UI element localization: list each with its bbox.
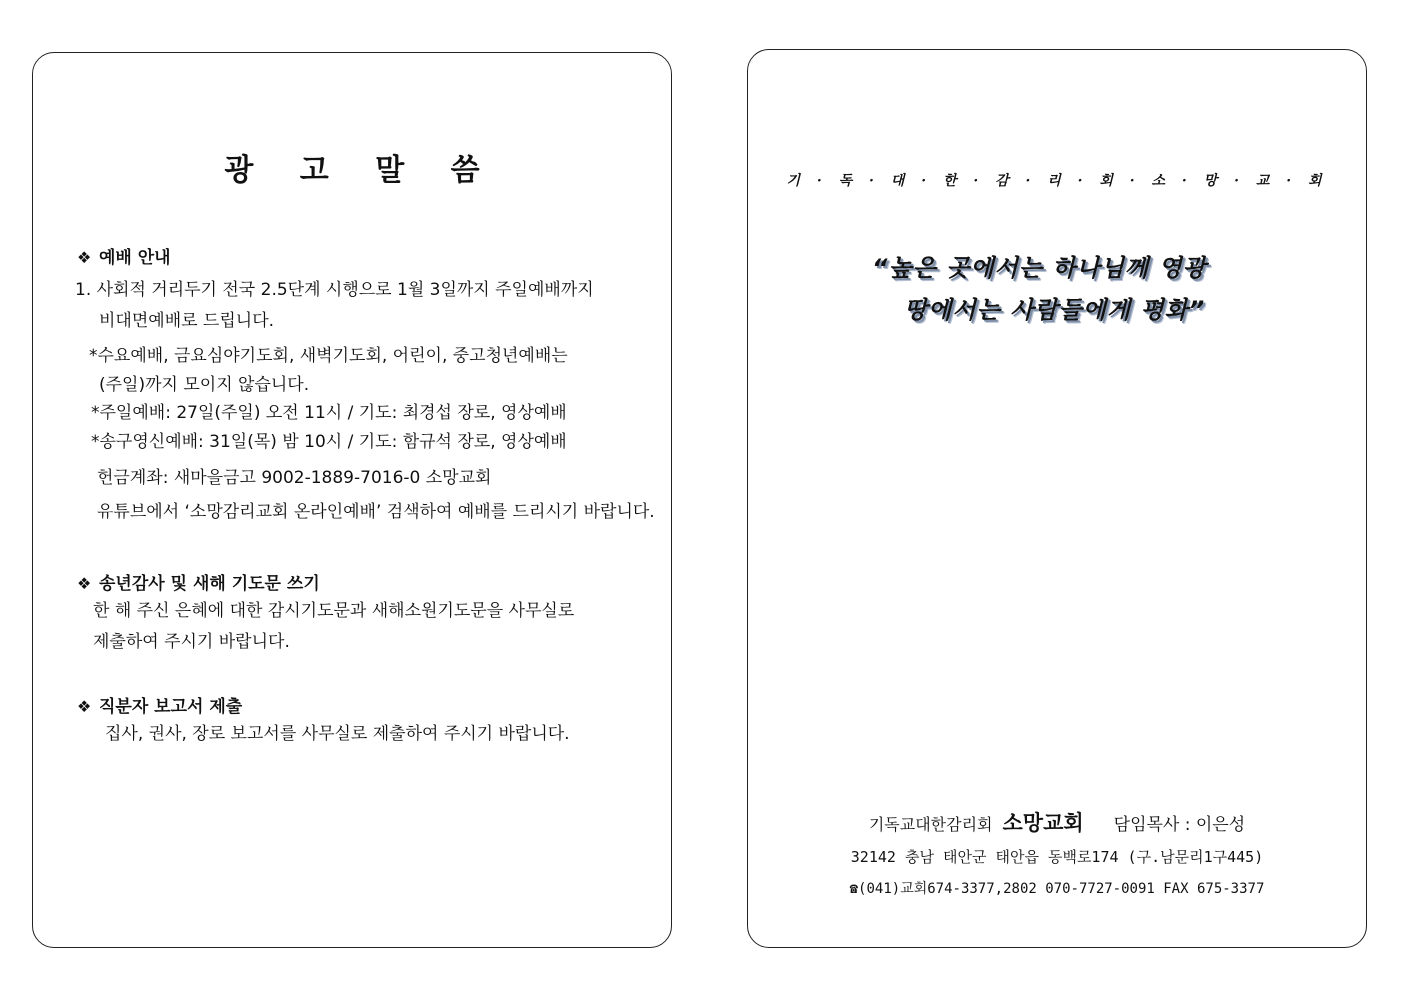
church-contact bbox=[748, 878, 1366, 898]
worship-line-4: (주일)까지 모이지 않습니다. bbox=[99, 375, 310, 395]
section-heading-worship: ❖ 예배 안내 bbox=[77, 248, 171, 268]
youtube-notice: 유튜브에서 ‘소망감리교회 온라인예배’ 검색하여 예배를 드리시기 바랍니다. bbox=[97, 502, 655, 522]
denomination: 기독교대한감리회 bbox=[868, 815, 993, 834]
phone-icon: ☎ bbox=[849, 881, 859, 897]
pastor: 담임목사 : 이은성 bbox=[1113, 815, 1246, 835]
announcements-panel bbox=[32, 52, 672, 948]
prayer-line-1: 한 해 주신 은혜에 대한 감시기도문과 새해소원기도문을 사무실로 bbox=[93, 601, 575, 621]
worship-line-5: *주일예배: 27일(주일) 오전 11시 / 기도: 최경섭 장로, 영상예배 bbox=[91, 403, 567, 423]
phone-numbers: (041)교회674-3377,2802 070-7727-0091 FAX 675-3377 bbox=[858, 881, 1265, 897]
report-line-1: 집사, 권사, 장로 보고서를 사무실로 제출하여 주시기 바랍니다. bbox=[105, 724, 570, 744]
motto-line-1: “높은 곳에서는 하나님께 영광 bbox=[872, 254, 1207, 282]
church-address: 32142 충남 태안군 태안읍 동백로174 (구.남문리1구445) bbox=[850, 848, 1264, 866]
worship-line-1: 1. 사회적 거리두기 전국 2.5단계 시행으로 1월 3일까지 주일예배까지 bbox=[75, 280, 594, 300]
offering-account: 헌금계좌: 새마을금고 9002-1889-7016-0 소망교회 bbox=[97, 468, 492, 488]
church-name-spaced: 기 · 독 · 대 · 한 · 감 · 리 · 회 · 소 · 망 · 교 · 회 bbox=[786, 173, 1328, 189]
worship-line-3: *수요예배, 금요심야기도회, 새벽기도회, 어린이, 중고청년예배는 bbox=[89, 346, 568, 366]
worship-line-2: 비대면예배로 드립니다. bbox=[99, 311, 275, 331]
page-title: 광 고 말 씀 bbox=[224, 153, 498, 188]
cover-panel bbox=[747, 49, 1367, 948]
prayer-line-2: 제출하여 주시기 바랍니다. bbox=[93, 632, 290, 652]
diamond-bullet-icon: ❖ bbox=[77, 248, 92, 267]
worship-line-6: *송구영신예배: 31일(목) 밤 10시 / 기도: 함규석 장로, 영상예배 bbox=[91, 432, 567, 452]
section-heading-report: ❖ 직분자 보고서 제출 bbox=[77, 697, 243, 717]
church-signature bbox=[748, 807, 1366, 837]
motto-line-2: 땅에서는 사람들에게 평화” bbox=[904, 296, 1206, 324]
section-heading-prayer: ❖ 송년감사 및 새해 기도문 쓰기 bbox=[77, 574, 320, 594]
diamond-bullet-icon: ❖ bbox=[77, 697, 92, 716]
church-name: 소망교회 bbox=[1002, 810, 1084, 835]
diamond-bullet-icon: ❖ bbox=[77, 574, 92, 593]
